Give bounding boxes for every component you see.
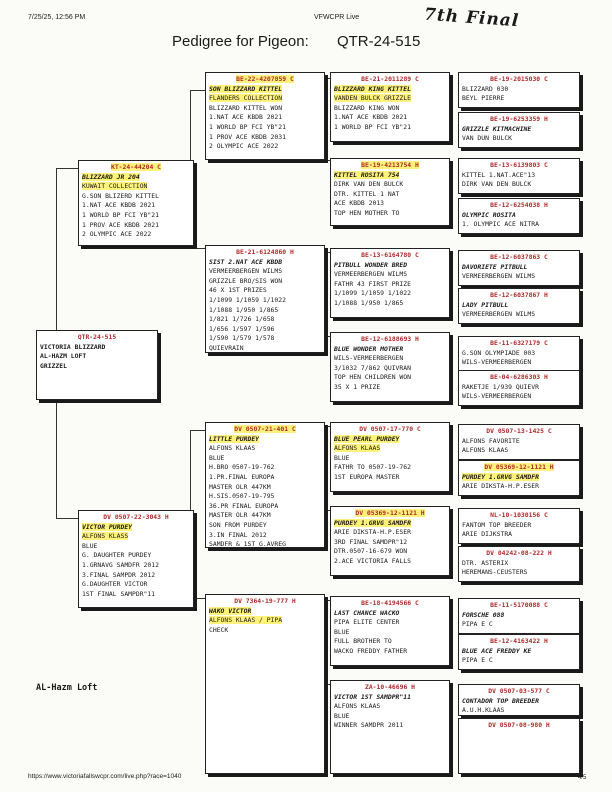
note: 3RD FINAL SAMDPR"12 <box>334 537 408 546</box>
connector <box>318 160 330 161</box>
note: G.SON BLIZERD KITTEL <box>82 191 159 200</box>
site-name: VFWCPR Live <box>314 14 360 21</box>
page-number: 4/5 <box>578 775 587 781</box>
connector <box>56 168 57 330</box>
print-datetime: 7/25/25, 12:56 PM <box>28 14 86 21</box>
pigeon-name: BLIZZARD 030 <box>462 84 509 93</box>
ring-number: DV 04242-08-222 H <box>486 549 552 557</box>
footer-url[interactable]: https://www.victoriafallswcpr.com/live.php?race=1040 <box>28 773 182 780</box>
note: 35 X 1 PRIZE <box>334 382 381 391</box>
connector <box>190 90 205 91</box>
color: CHECK <box>209 625 229 634</box>
ring-number: BE-13-6164780 C <box>361 251 419 259</box>
breeder: DIRK VAN DEN BULCK <box>462 180 532 189</box>
ggg-card-2[interactable] <box>458 112 580 148</box>
ring-number: BE-18-4194566 C <box>361 599 419 607</box>
note: QUIEVRAIN <box>209 343 244 352</box>
pigeon-name: CONTADOR TOP BREEDER <box>462 696 539 705</box>
ring-number: DV 0507-13-1425 C <box>486 427 552 435</box>
note: 3/1032 7/862 QUIVRAN <box>334 363 411 372</box>
ring-number: DV 05369-12-1121 H <box>484 463 554 471</box>
ggg-card-8[interactable] <box>458 370 580 406</box>
pigeon-name: SON BLIZZARD KITTEL <box>209 84 283 93</box>
note: 1.GRNAVG SAMDFR 2012 <box>82 560 159 569</box>
breeder: ALFONS KLAAS <box>209 444 256 453</box>
ggg-card-4[interactable] <box>458 198 580 234</box>
footer-loft: AL-Hazm Loft <box>36 683 98 693</box>
breeder: VAN DUN BULCK <box>462 134 513 143</box>
note: WINNER SAMDPR 2011 <box>334 721 404 730</box>
note: 1/1088 1/950 1/865 <box>334 298 404 307</box>
ring-number: BE-19-6253359 H <box>490 115 548 123</box>
breeder: ALFONS KLAAS <box>334 702 381 711</box>
breeder: DIRK VAN DEN BULCK <box>334 180 404 189</box>
breeder: PIPA ELITE CENTER <box>334 618 400 627</box>
note: 46 X 1ST PRIZES <box>209 286 267 295</box>
pigeon-name: WAKO VICTOR <box>209 606 252 615</box>
note: 2 OLYMPIC ACE 2022 <box>82 230 152 239</box>
note: H.BRO 0507-19-762 <box>209 463 275 472</box>
breeder: 1. OLYMPIC ACE NITRA <box>462 220 539 229</box>
ring-number: BE-19-2015030 C <box>490 75 548 83</box>
note: BLIZZARD KITTEL WON <box>209 103 283 112</box>
color: GRIZZEL <box>40 361 67 370</box>
note: 1 WORLD BP FCI YB"21 <box>209 122 286 131</box>
ggg-card-12[interactable] <box>458 546 580 582</box>
pigeon-name: SIST 2.NAT ACE KBDB <box>209 257 283 266</box>
ggg-card-13[interactable] <box>458 598 580 634</box>
granddam-maternal-card[interactable] <box>205 594 325 774</box>
pigeon-name: PITBULL WONDER BRED <box>334 260 408 269</box>
pigeon-name: PURDEY 1.GRVG SAMDFR <box>334 518 411 527</box>
color: BLUE <box>209 453 225 462</box>
pigeon-name: OLYMPIC ROSITA <box>462 210 516 219</box>
note: GRIZZLE BRO/SIS WON <box>209 276 283 285</box>
note: 1/590 1/579 1/578 <box>209 334 275 343</box>
breeder: VERMEERBERGEN WILMS <box>462 272 536 281</box>
note: 2.ACE VICTORIA FALLS <box>334 556 411 565</box>
gg-card-2[interactable] <box>330 158 450 226</box>
breeder: ALFONS KLAAS / PIPA <box>209 616 283 625</box>
ggg-card-3[interactable] <box>458 158 580 194</box>
ggg-card-11[interactable] <box>458 508 580 544</box>
note: BLIZZARD KING WON <box>334 103 400 112</box>
note: 1 WORLD BP FCI YB"21 <box>334 122 411 131</box>
ring-number: BE-11-6327179 C <box>490 339 548 347</box>
pigeon-name: LITTLE PURDEY <box>209 434 260 443</box>
note: WACKO FREDDY FATHER <box>334 646 408 655</box>
note: FATHR 43 FIRST PRIZE <box>334 279 411 288</box>
breeder: BEYL PIERRE <box>462 94 505 103</box>
breeder: VERMEERBERGEN WILMS <box>209 267 283 276</box>
ggg-card-16[interactable] <box>458 718 580 774</box>
color: BLUE <box>334 711 350 720</box>
gg-card-3[interactable] <box>330 248 450 318</box>
note: BLUE <box>82 541 98 550</box>
pigeon-name: RAKETJE 1/939 QUIEVR <box>462 382 539 391</box>
note: 3.IN FINAL 2012 <box>209 530 267 539</box>
breeder: VANDEN BULCK GRIZZLE <box>334 94 411 103</box>
connector <box>56 400 57 518</box>
pigeon-name: FANTOM TOP BREEDER <box>462 520 532 529</box>
note: 1.NAT ACE KBDB 2021 <box>209 113 283 122</box>
note: 2 OLYMPIC ACE 2022 <box>209 142 279 151</box>
breeder: WILS-VERMEERBERGEN <box>334 354 404 363</box>
ring-number: BE-11-5170088 C <box>490 601 548 609</box>
note: 1 PROV ACE KBDB 2031 <box>209 132 286 141</box>
ring-number: DV 0507-17-770 C <box>359 425 421 433</box>
pigeon-name: VICTORIA BLIZZARD <box>40 342 106 351</box>
ring-number: BE-21-2011289 C <box>361 75 419 83</box>
pigeon-name: DAVORIETE PITBULL <box>462 262 528 271</box>
breeder: WILS-VERMEERBERGEN <box>462 392 532 401</box>
gg-card-8[interactable] <box>330 680 450 774</box>
ggg-card-14[interactable] <box>458 634 580 670</box>
note: FATHR TO 0507-19-762 <box>334 463 411 472</box>
pigeon-name: LAST CHANCE WACKO <box>334 608 400 617</box>
pigeon-name: VICTOR PURDEY <box>82 522 133 531</box>
pigeon-name: DTR. ASTERIX <box>462 558 509 567</box>
ggg-card-9[interactable] <box>458 424 580 460</box>
note: 1/656 1/597 1/596 <box>209 324 275 333</box>
note: 1 PROV ACE KBDB 2021 <box>82 220 159 229</box>
ring-number: DV 0507-03-577 C <box>488 687 550 695</box>
loft-name: AL-HAZM LOFT <box>40 352 87 361</box>
ring-number: BE-13-6139803 C <box>490 161 548 169</box>
ring-number: DV 0507-21-401 C <box>234 425 296 433</box>
pigeon-name: BLUE ACE FREDDY KE <box>462 646 532 655</box>
breeder: KUWAIT COLLECTION <box>82 182 148 191</box>
pigeon-name: GRIZZLE KITMACHINE <box>462 124 532 133</box>
breeder: VERMEERBERGEN WILMS <box>462 310 536 319</box>
note: 1/1099 1/1059 1/1022 <box>209 295 286 304</box>
gg-card-6[interactable] <box>330 506 450 576</box>
note: DTR.0507-16-679 WON <box>334 547 408 556</box>
title-label: Pedigree for Pigeon: <box>172 33 309 50</box>
grandsire-paternal-card[interactable] <box>205 72 325 160</box>
note: 3.FINAL SAMPDR 2012 <box>82 570 156 579</box>
note: DTR. KITTEL 1 NAT <box>334 189 400 198</box>
pigeon-name: BLUE PEARL PURDEY <box>334 434 400 443</box>
note: 1ST EUROPA MASTER <box>334 472 400 481</box>
breeder: PIPA E C <box>462 656 493 665</box>
note: MASTER OLR 447KM <box>209 511 271 520</box>
ring-number: BE-12-6037863 C <box>490 253 548 261</box>
breeder: ALFONS KLAAS <box>334 444 381 453</box>
note: G.DAUGHTER VICTOR <box>82 580 148 589</box>
page-title <box>172 33 420 50</box>
connector <box>190 248 205 249</box>
breeder: FLANDERS COLLECTION <box>209 94 283 103</box>
ring-number: BE-21-6124860 H <box>236 248 294 256</box>
ring-number: NL-10-1030156 C <box>490 511 548 519</box>
pigeon-name: PURDEY 1.GRVG SAMDFR <box>462 472 539 481</box>
breeder: A.U.H.KLAAS <box>462 706 505 715</box>
ggg-card-10[interactable] <box>458 460 580 496</box>
note: SON FROM PURDEY <box>209 520 267 529</box>
title-ring: QTR-24-515 <box>336 33 421 50</box>
note: TOP HEN MOTHER TO <box>334 208 400 217</box>
ring-number: DV 0507-08-980 H <box>488 721 550 729</box>
ring-number: BE-12-6254038 H <box>490 201 548 209</box>
pigeon-name: KITTEL 1.NAT.ACE"13 <box>462 170 536 179</box>
ggg-card-6[interactable] <box>458 288 580 324</box>
granddam-paternal-card[interactable] <box>205 245 325 353</box>
ring-number: BE-12-6037867 H <box>490 291 548 299</box>
pigeon-name: BLIZZARD JR 204 <box>82 172 140 181</box>
pigeon-name: G.SON OLYMPIADE 003 <box>462 348 536 357</box>
ring-number: DV 7364-19-777 H <box>234 597 296 605</box>
ring-number: BE-22-4207859 C <box>236 75 294 83</box>
note: 1/1099 1/1059 1/1022 <box>334 289 411 298</box>
note: SAMDFR & 1ST G.AVREG <box>209 540 286 548</box>
connector <box>56 168 78 169</box>
breeder: ARIE DIJKSTRA <box>462 530 513 539</box>
pigeon-name: FORSCHE 088 <box>462 610 505 619</box>
color: BLUE <box>334 627 350 636</box>
ring-number: BE-12-4163422 H <box>490 637 548 645</box>
pigeon-name: BLUE WONDER MOTHER <box>334 344 404 353</box>
breeder: ARIE DIKSTA-H.P.ESER <box>462 482 539 491</box>
note: 1/1088 1/950 1/865 <box>209 305 279 314</box>
ring-number: BE-12-6188693 H <box>361 335 419 343</box>
ring-number: ZA-10-46696 H <box>364 683 416 691</box>
note: 36.PR FINAL EUROPA <box>209 501 279 510</box>
subject-pigeon-card[interactable] <box>36 330 158 400</box>
note: 1/821 1/726 1/658 <box>209 315 275 324</box>
note: ACE KBDB 2013 <box>334 199 385 208</box>
pigeon-name: KITTEL ROSITA 754 <box>334 170 400 179</box>
ggg-card-1[interactable] <box>458 72 580 108</box>
gg-card-1[interactable] <box>330 72 450 142</box>
gg-card-5[interactable] <box>330 422 450 492</box>
breeder: ALFONS KLASS <box>82 532 129 541</box>
ggg-card-7[interactable] <box>458 336 580 372</box>
breeder: ARIE DIKSTA-H.P.ESER <box>334 528 411 537</box>
pigeon-name: BLIZZARD KING KITTEL <box>334 84 411 93</box>
breeder: ALFONS KLAAS <box>462 446 509 455</box>
ring-number: BE-04-6286303 H <box>490 373 548 381</box>
note: MASTER OLR 447KM <box>209 482 271 491</box>
ggg-card-5[interactable] <box>458 250 580 286</box>
connector <box>190 430 205 431</box>
note: TOP HEN CHILDREN WON <box>334 373 411 382</box>
note: 1.NAT ACE KBDB 2021 <box>334 113 408 122</box>
color: BLUE <box>334 453 350 462</box>
ring-number: DV 0507-22-3043 H <box>103 513 169 521</box>
note: 1.NAT ACE KBDB 2021 <box>82 201 156 210</box>
dam-card[interactable] <box>78 510 194 608</box>
note: G. DAUGHTER PURDEY <box>82 551 152 560</box>
handwritten-note: 7th Final <box>423 4 520 32</box>
breeder: PIPA E C <box>462 620 493 629</box>
note: H.SIS.0507-19-795 <box>209 492 275 501</box>
pigeon-name: ALFONS FAVORITE <box>462 436 520 445</box>
note: 1ST FINAL SAMPDR"11 <box>82 589 156 598</box>
grandsire-maternal-card[interactable] <box>205 422 325 548</box>
connector <box>56 518 78 519</box>
pigeon-name: LADY PITBULL <box>462 300 509 309</box>
ring-number: QTR-24-515 <box>77 333 117 341</box>
gg-card-7[interactable] <box>330 596 450 666</box>
note: FULL BROTHER TO <box>334 637 392 646</box>
ring-number: BE-19-4213754 H <box>361 161 419 169</box>
breeder: VERMEERBERGEN WILMS <box>334 270 408 279</box>
pigeon-name: VICTOR 1ST SAMDPR"11 <box>334 692 411 701</box>
ring-number: DV 05369-12-1121 H <box>355 509 425 517</box>
gg-card-4[interactable] <box>330 332 450 402</box>
breeder: WILS-VERMEERBERGEN <box>462 358 532 367</box>
breeder: HEREMANS-CEUSTERS <box>462 568 528 577</box>
ring-number: KT-24-44204 C <box>110 163 162 171</box>
note: 1 WORLD BP FCI YB"21 <box>82 210 159 219</box>
sire-card[interactable] <box>78 160 194 246</box>
note: 1.PR.FINAL EUROPA <box>209 472 275 481</box>
ggg-card-15[interactable] <box>458 684 580 716</box>
